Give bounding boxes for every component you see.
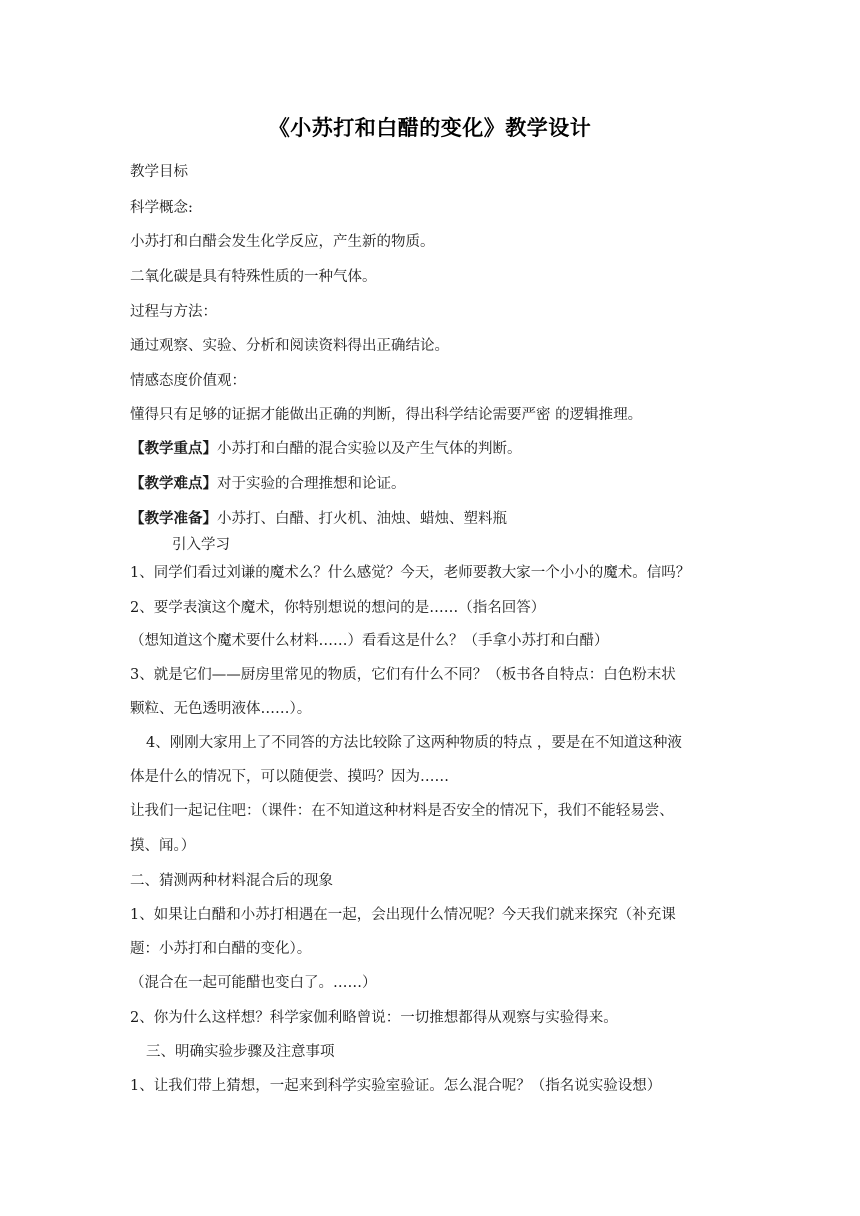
difficulty-tag: 【教学难点】 — [130, 475, 217, 492]
paragraph: 小苏打和白醋会发生化学反应，产生新的物质。 — [130, 234, 435, 250]
paragraph: 二氧化碳是具有特殊性质的一种气体。 — [130, 269, 377, 285]
section-heading-teaching-goals: 教学目标 — [130, 164, 188, 180]
preparation-text: 小苏打、白醋、打火机、油烛、蜡烛、塑料瓶 — [217, 511, 507, 527]
paragraph: 颗粒、无色透明液体……）。 — [130, 701, 312, 717]
document-title: 《小苏打和白醋的变化》教学设计 — [268, 116, 592, 140]
key-point-line — [130, 439, 522, 459]
key-point-tag: 【教学重点】 — [130, 440, 217, 457]
paragraph: 3、就是它们——厨房里常见的物质，它们有什么不同？（板书各自特点：白色粉末状 — [130, 667, 676, 683]
paragraph: 体是什么的情况下，可以随便尝、摸吗？因为…… — [130, 769, 449, 785]
key-point-text: 小苏打和白醋的混合实验以及产生气体的判断。 — [217, 441, 522, 457]
difficulty-line — [130, 474, 406, 494]
section-heading-intro: 引入学习 — [172, 537, 230, 553]
paragraph: 通过观察、实验、分析和阅读资料得出正确结论。 — [130, 338, 449, 354]
subheading-science-concepts: 科学概念: — [130, 200, 193, 216]
subheading-attitude-values: 情感态度价值观： — [130, 373, 246, 389]
paragraph: 4、刚刚大家用上了不同答的方法比较除了这两种物质的特点 ，要是在不知道这种液 — [146, 735, 682, 751]
paragraph: 2、要学表演这个魔术，你特别想说的想问的是……（指名回答） — [130, 600, 546, 616]
difficulty-text: 对于实验的合理推想和论证。 — [217, 476, 406, 492]
paragraph: 题：小苏打和白醋的变化）。 — [130, 941, 312, 957]
section-heading-steps: 三、明确实验步骤及注意事项 — [146, 1044, 335, 1060]
subheading-process-methods: 过程与方法： — [130, 304, 217, 320]
preparation-tag: 【教学准备】 — [130, 510, 217, 527]
paragraph: 1、同学们看过刘谦的魔术么？什么感觉？今天，老师要教大家一个小小的魔术。信吗？ — [130, 565, 691, 581]
paragraph: （混合在一起可能醋也变白了。……） — [130, 975, 377, 991]
preparation-line — [130, 509, 507, 529]
paragraph: （想知道这个魔术要什么材料……）看看这是什么？（手拿小苏打和白醋） — [130, 633, 609, 649]
paragraph: 摸、闻。） — [130, 838, 196, 854]
paragraph: 1、如果让白醋和小苏打相遇在一起，会出现什么情况呢？今天我们就来探究（补充课 — [130, 907, 676, 923]
section-heading-guess: 二、猜测两种材料混合后的现象 — [130, 873, 333, 889]
paragraph: 1、让我们带上猜想，一起来到科学实验室验证。怎么混合呢？（指名说实验设想） — [130, 1078, 662, 1094]
paragraph: 懂得只有足够的证据才能做出正确的判断，得出科学结论需要严密 的逻辑推理。 — [130, 407, 643, 423]
paragraph: 2、你为什么这样想？科学家伽利略曾说：一切推想都得从观察与实验得来。 — [130, 1010, 618, 1026]
paragraph: 让我们一起记住吧：（课件：在不知道这种材料是否安全的情况下，我们不能轻易尝、 — [130, 803, 674, 819]
